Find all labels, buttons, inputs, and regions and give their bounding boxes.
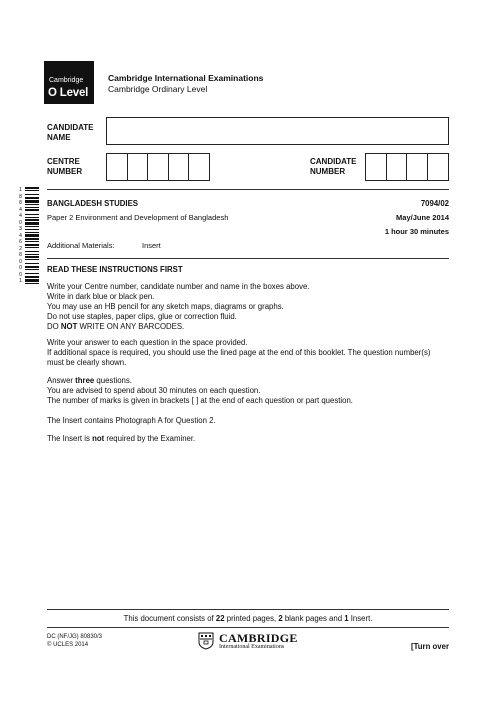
exam-duration: 1 hour 30 minutes — [384, 227, 449, 236]
barcode-digit: 1 — [19, 187, 22, 193]
candidate-number-label-line2: NUMBER — [310, 167, 346, 176]
instructions-block-3 — [47, 376, 353, 406]
digit-box[interactable] — [107, 154, 128, 180]
barcode-digit: 4 — [19, 206, 22, 213]
barcode-bar — [25, 269, 39, 270]
paper-code: 7094/02 — [420, 199, 449, 208]
text: The Insert is — [47, 434, 93, 443]
additional-materials-value: Insert — [142, 241, 161, 250]
text: WRITE ON ANY BARCODES. — [77, 322, 185, 331]
instruction-line: Write in dark blue or black pen. — [47, 292, 155, 301]
barcode-bar — [25, 194, 39, 195]
document-code: DC (NF/JG) 80830/3 — [47, 634, 103, 640]
barcode-bar — [25, 217, 39, 218]
barcode-bar — [25, 244, 39, 246]
barcode-bar — [25, 229, 39, 230]
cambridge-crest-icon — [198, 632, 214, 650]
barcode-digit: 1 — [19, 278, 22, 284]
barcode-bar — [25, 222, 39, 225]
barcode-bar — [25, 214, 39, 215]
candidate-number-field[interactable] — [365, 153, 449, 181]
instruction-line: Write your Centre number, candidate number and name in the boxes above. — [47, 282, 310, 291]
text: Answer — [47, 376, 76, 385]
digit-box[interactable] — [387, 154, 407, 180]
barcode-bar — [25, 190, 39, 191]
barcode-bar — [25, 232, 39, 233]
centre-number-field[interactable] — [106, 153, 210, 181]
qualification-subtitle: Cambridge Ordinary Level — [108, 84, 208, 94]
barcode-bar — [25, 204, 39, 205]
cambridge-brand: CAMBRIDGE — [219, 631, 298, 645]
document-reference — [47, 633, 102, 649]
digit-box[interactable] — [169, 154, 189, 180]
centre-number-label-line1: CENTRE — [47, 157, 80, 166]
barcode-digit: 0 — [19, 258, 22, 265]
divider — [47, 189, 449, 190]
exam-session: May/June 2014 — [396, 213, 449, 222]
barcode-digit: 8 — [19, 193, 22, 200]
digit-box[interactable] — [407, 154, 428, 180]
text: printed pages, — [224, 614, 279, 623]
centre-number-label — [47, 157, 82, 177]
insert-count: 1 — [344, 614, 349, 623]
barcode-bar — [25, 200, 39, 203]
barcode-bar — [25, 283, 39, 284]
barcode-bar — [25, 234, 39, 237]
candidate-name-field[interactable] — [106, 117, 449, 145]
barcode-bar — [25, 279, 39, 282]
subject-title: BANGLADESH STUDIES — [47, 199, 138, 208]
barcode-bar — [25, 238, 39, 240]
instruction-line: You are advised to spend about 30 minutes on each question. — [47, 386, 261, 395]
barcode-bar — [25, 276, 39, 278]
barcode-digit: 6 — [19, 239, 22, 245]
barcode-bar — [25, 247, 39, 248]
candidate-number-label — [310, 157, 357, 177]
additional-materials-label: Additional Materials: — [47, 241, 115, 250]
candidate-barcode — [17, 187, 39, 285]
divider — [47, 609, 449, 610]
text: DO — [47, 322, 61, 331]
barcode-digit: 2 — [19, 245, 22, 252]
candidate-name-label — [47, 123, 94, 143]
barcode-digit: 4 — [19, 232, 22, 239]
instruction-line-answer — [47, 376, 353, 386]
barcode-digit: 0 — [19, 265, 22, 271]
insert-info: The Insert contains Photograph A for Question 2. — [47, 416, 216, 425]
instructions-heading: READ THESE INSTRUCTIONS FIRST — [47, 265, 183, 274]
divider — [47, 627, 449, 628]
barcode-bar — [25, 251, 39, 252]
barcode-bar — [25, 256, 39, 258]
instruction-line-barcodes — [47, 322, 310, 332]
digit-box[interactable] — [128, 154, 148, 180]
instructions-block-1 — [47, 282, 310, 332]
barcode-bar — [25, 273, 39, 274]
text: required by the Examiner. — [104, 434, 196, 443]
barcode-bar — [25, 254, 39, 255]
digit-box[interactable] — [366, 154, 387, 180]
instruction-line: Do not use staples, paper clips, glue or correction fluid. — [47, 312, 237, 321]
barcode-digit: 0 — [19, 219, 22, 226]
exam-board-title: Cambridge International Examinations — [108, 73, 264, 83]
barcode-bar — [25, 226, 39, 227]
printed-pages-count: 22 — [215, 614, 225, 623]
text: This document consists of — [123, 614, 216, 623]
emphasis: three — [75, 376, 95, 385]
instruction-line: Write your answer to each question in the space provided. — [47, 338, 248, 347]
barcode-bar — [25, 219, 39, 221]
text: questions. — [94, 376, 132, 385]
logo-line-1: Cambridge — [49, 77, 84, 84]
barcode-bar — [25, 197, 39, 199]
candidate-name-label-line2: NAME — [47, 133, 71, 142]
text: blank pages and — [282, 614, 345, 623]
barcode-bar — [25, 187, 39, 189]
emphasis: NOT — [60, 322, 78, 331]
barcode-bar — [25, 241, 39, 242]
insert-requirement — [47, 434, 195, 444]
blank-pages-count: 2 — [278, 614, 283, 623]
centre-number-label-line2: NUMBER — [47, 167, 83, 176]
barcode-digit: 0 — [19, 271, 22, 278]
instruction-line: If additional space is required, you should use the lined page at the end of this booklet. The question number(s) — [47, 348, 431, 357]
barcode-digit: 8 — [19, 252, 22, 258]
barcode-digit: 8 — [19, 200, 22, 206]
turn-over-label: [Turn over — [411, 642, 449, 651]
candidate-name-label-line1: CANDIDATE — [47, 123, 94, 132]
instructions-block-2 — [47, 338, 430, 368]
candidate-number-label-line1: CANDIDATE — [310, 157, 357, 166]
barcode-bar — [25, 209, 39, 211]
instruction-line: You may use an HB pencil for any sketch maps, diagrams or graphs. — [47, 302, 284, 311]
barcode-bar — [25, 259, 39, 260]
instruction-line: The number of marks is given in brackets [ ] at the end of each question or part question. — [47, 396, 353, 405]
barcode-bar — [25, 266, 39, 268]
barcode-digit: 3 — [19, 226, 22, 232]
barcode-digit: 4 — [19, 213, 22, 219]
divider — [47, 258, 449, 259]
digit-box[interactable] — [148, 154, 169, 180]
barcode-bar — [25, 207, 39, 208]
barcode-bar — [25, 263, 39, 264]
page-count-statement — [47, 614, 449, 623]
barcode-digits — [17, 187, 24, 285]
text: Insert. — [348, 614, 373, 623]
brand-subtitle: International Examinations — [219, 644, 285, 650]
instruction-line: must be clearly shown. — [47, 358, 127, 367]
copyright-notice: © UCLES 2014 — [47, 642, 89, 648]
emphasis: not — [92, 434, 105, 443]
logo-line-2: O Level — [48, 87, 89, 99]
cambridge-o-level-logo — [44, 61, 94, 104]
paper-title: Paper 2 Environment and Development of Bangladesh — [47, 213, 229, 222]
